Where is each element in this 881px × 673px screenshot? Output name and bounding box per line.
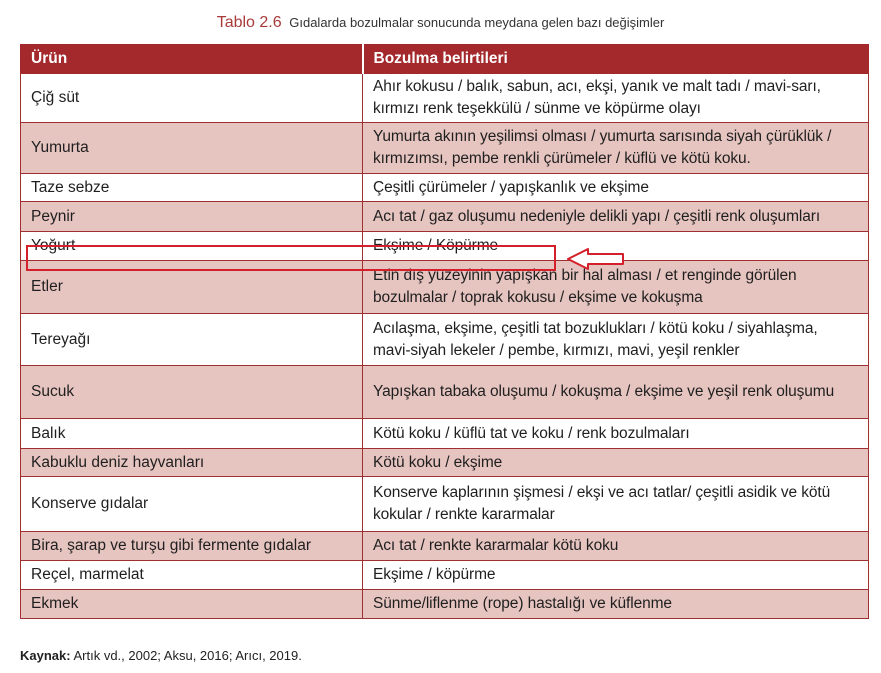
cell-product: Peynir xyxy=(21,202,363,232)
cell-signs: Sünme/liflenme (rope) hastalığı ve küflenme xyxy=(363,590,869,619)
table-row xyxy=(21,174,869,202)
table-row xyxy=(21,419,869,449)
cell-signs: Ekşime / Köpürme xyxy=(363,232,869,261)
cell-product: Kabuklu deniz hayvanları xyxy=(21,449,363,477)
table-row xyxy=(21,261,869,314)
cell-product: Tereyağı xyxy=(21,314,363,366)
header-product: Ürün xyxy=(21,45,363,74)
table-row xyxy=(21,74,869,123)
source-label: Kaynak: xyxy=(20,648,71,663)
cell-signs: Acı tat / renkte kararmalar kötü koku xyxy=(363,532,869,561)
cell-product: Çiğ süt xyxy=(21,74,363,123)
left-arrow-icon xyxy=(566,247,626,271)
cell-product: Etler xyxy=(21,261,363,314)
cell-signs: Acı tat / gaz oluşumu nedeniyle delikli yapı / çeşitli renk oluşumları xyxy=(363,202,869,232)
table-row xyxy=(21,449,869,477)
cell-signs: Çeşitli çürümeler / yapışkanlık ve ekşime xyxy=(363,174,869,202)
cell-product: Konserve gıdalar xyxy=(21,477,363,532)
table-row xyxy=(21,123,869,174)
table-row xyxy=(21,561,869,590)
cell-signs: Ahır kokusu / balık, sabun, acı, ekşi, yanık ve malt tadı / mavi-sarı, kırmızı renk teşekkülü / sünme ve köpürme olayı xyxy=(363,74,869,123)
cell-product: Reçel, marmelat xyxy=(21,561,363,590)
header-signs: Bozulma belirtileri xyxy=(363,45,869,74)
cell-signs: Kötü koku / ekşime xyxy=(363,449,869,477)
cell-product: Taze sebze xyxy=(21,174,363,202)
table-header-row xyxy=(21,45,869,74)
caption-number: Tablo 2.6 xyxy=(216,14,282,31)
table-row xyxy=(21,366,869,419)
caption-text: Gıdalarda bozulmalar sonucunda meydana gelen bazı değişimler xyxy=(289,15,665,30)
spoilage-table xyxy=(20,44,869,619)
source-text: Artık vd., 2002; Aksu, 2016; Arıcı, 2019. xyxy=(73,648,302,663)
cell-signs: Kötü koku / küflü tat ve koku / renk bozulmaları xyxy=(363,419,869,449)
cell-signs: Yapışkan tabaka oluşumu / kokuşma / ekşime ve yeşil renk oluşumu xyxy=(363,366,869,419)
cell-product: Yumurta xyxy=(21,123,363,174)
table-row xyxy=(21,590,869,619)
table-caption xyxy=(0,14,881,32)
cell-signs: Etin dış yüzeyinin yapışkan bir hal alması / et renginde görülen bozulmalar / toprak kokusu / ekşime ve kokuşma xyxy=(363,261,869,314)
cell-product: Ekmek xyxy=(21,590,363,619)
source-note xyxy=(20,648,302,663)
cell-signs: Yumurta akının yeşilimsi olması / yumurta sarısında siyah çürüklük / kırmızımsı, pembe renkli çürümeler / küflü ve kötü koku. xyxy=(363,123,869,174)
table-row xyxy=(21,232,869,261)
table-row xyxy=(21,202,869,232)
cell-signs: Acılaşma, ekşime, çeşitli tat bozuklukları / kötü koku / siyahlaşma, mavi-siyah lekeler / pembe, kırmızı, mavi, yeşil renkler xyxy=(363,314,869,366)
table-row xyxy=(21,314,869,366)
table-row xyxy=(21,477,869,532)
cell-product: Bira, şarap ve turşu gibi fermente gıdalar xyxy=(21,532,363,561)
cell-signs: Konserve kaplarının şişmesi / ekşi ve acı tatlar/ çeşitli asidik ve kötü kokular / renkte kararmalar xyxy=(363,477,869,532)
cell-product: Balık xyxy=(21,419,363,449)
cell-signs: Ekşime / köpürme xyxy=(363,561,869,590)
table-row xyxy=(21,532,869,561)
cell-product: Sucuk xyxy=(21,366,363,419)
cell-product: Yoğurt xyxy=(21,232,363,261)
